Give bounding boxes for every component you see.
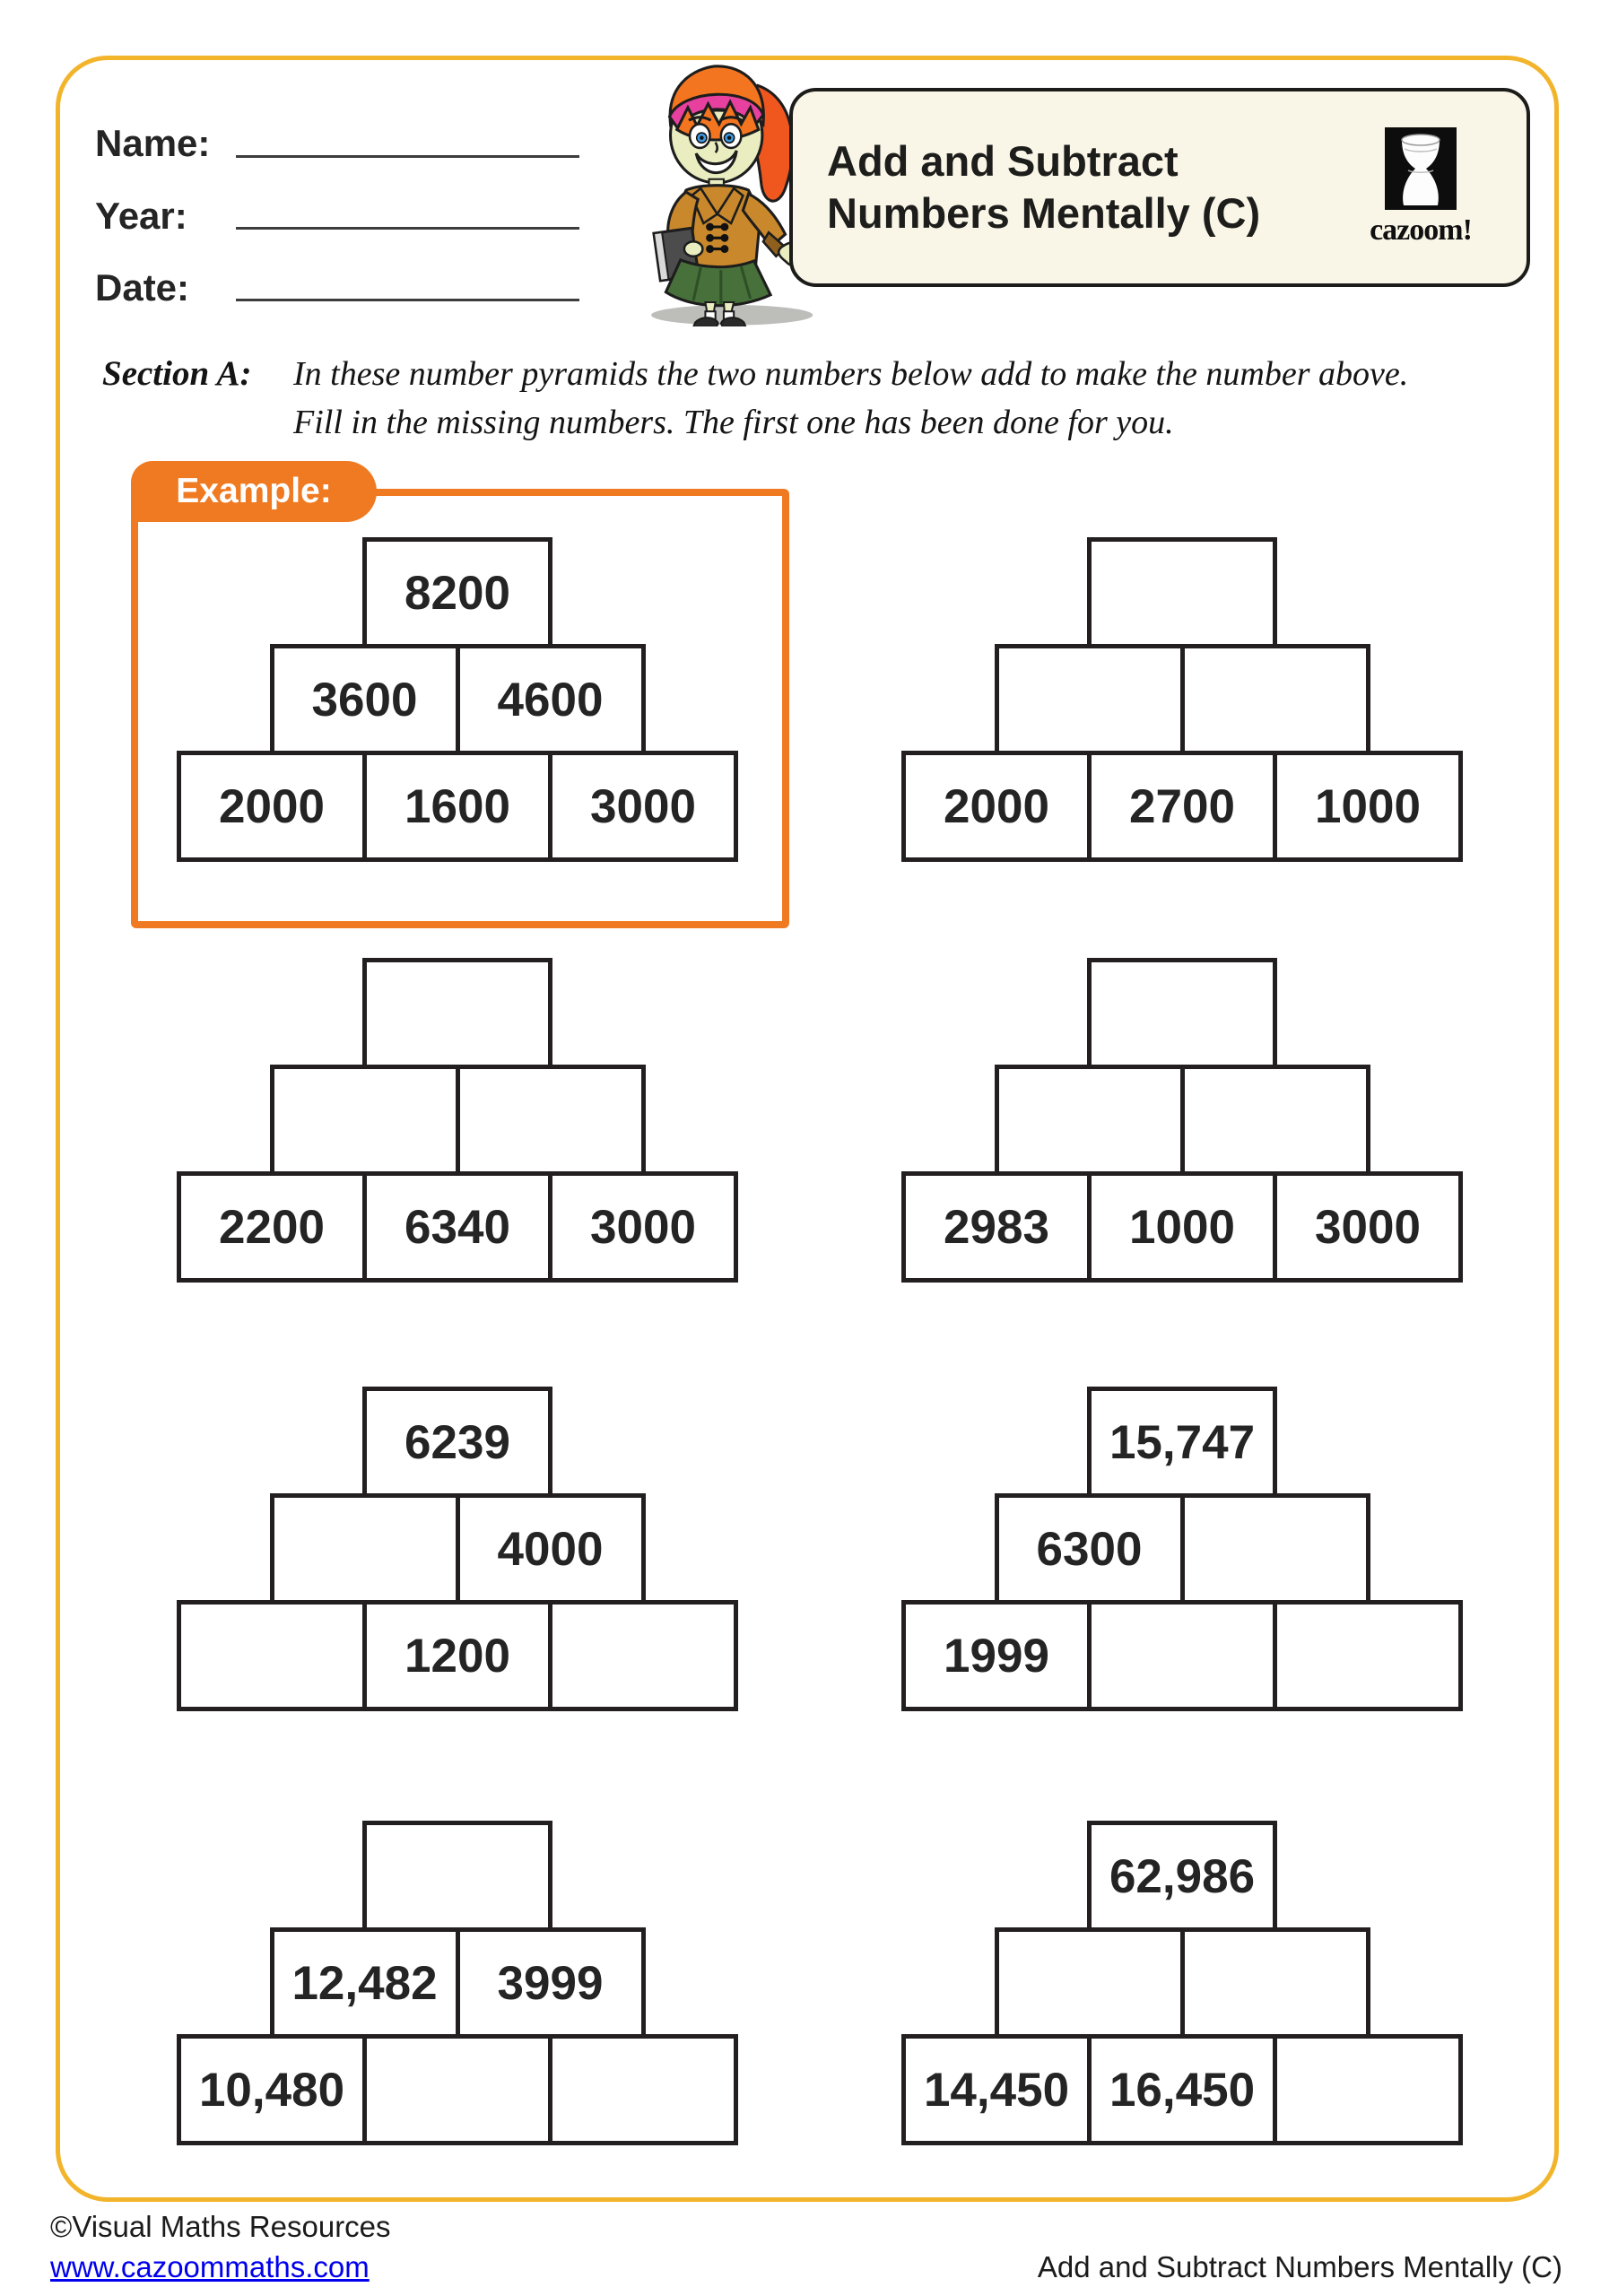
pyramid-cell-value: 1000 (1087, 1171, 1277, 1283)
pyramid-row-middle (169, 1927, 746, 2039)
cazoom-logo-text: cazoom! (1370, 213, 1472, 247)
pyramid-cell-value: 4600 (456, 644, 646, 755)
pyramid-row-middle (169, 644, 746, 755)
pyramid-row-top (169, 1821, 746, 1932)
pyramid-row-top (169, 537, 746, 648)
pyramid-cell-blank[interactable] (1087, 1600, 1277, 1711)
pyramid-cell-value: 1000 (1273, 751, 1463, 862)
worksheet-title (827, 135, 1326, 239)
pyramid-cell-value: 2983 (901, 1171, 1092, 1283)
section-a-instruction-line2: Fill in the missing numbers. The first one has been done for you. (293, 404, 1174, 441)
section-a-instruction-line1: In these number pyramids the two numbers below add to make the number above. (293, 355, 1409, 393)
pyramid-row2-left (169, 958, 746, 1283)
pyramid-cell-blank[interactable] (548, 2034, 738, 2145)
pyramid-cell-value: 6340 (362, 1171, 552, 1283)
pyramid-row-bottom (893, 751, 1471, 862)
cazoom-logo (1349, 127, 1492, 248)
pyramid-cell-blank[interactable] (362, 958, 552, 1069)
footer-worksheet-title: Add and Subtract Numbers Mentally (C) (1037, 2250, 1562, 2283)
pyramid-row-top (893, 537, 1471, 648)
pyramid-cell-blank[interactable] (456, 1065, 646, 1176)
pyramid-row-middle (893, 644, 1471, 755)
pyramid-cell-blank[interactable] (995, 1927, 1185, 2039)
pyramid-cell-value: 3000 (548, 1171, 738, 1283)
pyramid-row1-right (893, 537, 1471, 862)
pyramid-cell-value: 15,747 (1087, 1387, 1277, 1498)
name-line[interactable] (236, 155, 579, 158)
pyramid-cell-blank[interactable] (995, 644, 1185, 755)
pyramid-row-top (893, 958, 1471, 1069)
pyramid-row4-left (169, 1821, 746, 2145)
worksheet-title-line2: Numbers Mentally (C) (827, 189, 1261, 237)
date-line[interactable] (236, 299, 579, 301)
pyramid-row-middle (169, 1493, 746, 1605)
pyramid-cell-blank[interactable] (177, 1600, 367, 1711)
pyramid-cell-value: 16,450 (1087, 2034, 1277, 2145)
pyramid-cell-value: 1200 (362, 1600, 552, 1711)
year-label: Year: (95, 195, 187, 237)
pyramid-cell-value: 3600 (270, 644, 460, 755)
pyramid-example (169, 537, 746, 862)
pyramid-cell-value: 62,986 (1087, 1821, 1277, 1932)
pyramid-row-middle (893, 1927, 1471, 2039)
pyramid-row-bottom (169, 751, 746, 862)
pyramid-cell-blank[interactable] (1180, 1065, 1370, 1176)
pyramid-cell-value: 2000 (177, 751, 367, 862)
name-label: Name: (95, 122, 211, 164)
pyramid-cell-blank[interactable] (995, 1065, 1185, 1176)
pyramid-cell-value: 12,482 (270, 1927, 460, 2039)
djembe-drum-icon (1385, 127, 1457, 210)
pyramid-row-middle (169, 1065, 746, 1176)
pyramid-row-bottom (893, 1600, 1471, 1711)
pyramid-cell-blank[interactable] (1180, 644, 1370, 755)
pyramid-row3-right (893, 1387, 1471, 1711)
pyramid-cell-value: 1600 (362, 751, 552, 862)
pyramid-cell-blank[interactable] (1273, 1600, 1463, 1711)
footer-copyright: ©Visual Maths Resources (50, 2210, 391, 2243)
pyramid-cell-blank[interactable] (1273, 2034, 1463, 2145)
pyramid-cell-blank[interactable] (270, 1493, 460, 1605)
pyramid-row-bottom (169, 2034, 746, 2145)
pyramid-cell-blank[interactable] (270, 1065, 460, 1176)
pyramid-row2-right (893, 958, 1471, 1283)
pyramid-cell-value: 2000 (901, 751, 1092, 862)
pyramid-row-bottom (169, 1171, 746, 1283)
worksheet-title-line1: Add and Subtract (827, 137, 1179, 185)
pyramid-cell-value: 8200 (362, 537, 552, 648)
pyramid-cell-value: 3000 (1273, 1171, 1463, 1283)
pyramid-cell-value: 2200 (177, 1171, 367, 1283)
pyramid-row-middle (893, 1493, 1471, 1605)
pyramid-cell-value: 3999 (456, 1927, 646, 2039)
pyramid-row4-right (893, 1821, 1471, 2145)
pyramid-row-top (893, 1387, 1471, 1498)
pyramid-cell-blank[interactable] (1087, 958, 1277, 1069)
pyramid-cell-value: 6300 (995, 1493, 1185, 1605)
pyramid-row-top (169, 1387, 746, 1498)
year-line[interactable] (236, 227, 579, 230)
pyramid-row-bottom (893, 2034, 1471, 2145)
pyramid-cell-value: 6239 (362, 1387, 552, 1498)
pyramid-cell-blank[interactable] (1180, 1927, 1370, 2039)
pyramid-cell-blank[interactable] (1180, 1493, 1370, 1605)
pyramid-cell-blank[interactable] (362, 2034, 552, 2145)
pyramid-cell-blank[interactable] (548, 1600, 738, 1711)
pyramid-row-middle (893, 1065, 1471, 1176)
pyramid-row-bottom (893, 1171, 1471, 1283)
pyramid-cell-value: 3000 (548, 751, 738, 862)
footer-website-link[interactable]: www.cazoommaths.com (50, 2250, 370, 2283)
date-label: Date: (95, 266, 190, 309)
title-box (789, 88, 1530, 287)
pyramid-row-bottom (169, 1600, 746, 1711)
pyramid-cell-value: 14,450 (901, 2034, 1092, 2145)
pyramid-row3-left (169, 1387, 746, 1711)
pyramid-cell-value: 1999 (901, 1600, 1092, 1711)
example-tab: Example: (131, 461, 377, 522)
pyramid-cell-blank[interactable] (1087, 537, 1277, 648)
pyramid-cell-value: 10,480 (177, 2034, 367, 2145)
pyramid-cell-blank[interactable] (362, 1821, 552, 1932)
pyramid-cell-value: 4000 (456, 1493, 646, 1605)
pyramid-cell-value: 2700 (1087, 751, 1277, 862)
section-a-label: Section A: (102, 354, 252, 393)
pyramid-row-top (893, 1821, 1471, 1932)
pyramid-row-top (169, 958, 746, 1069)
